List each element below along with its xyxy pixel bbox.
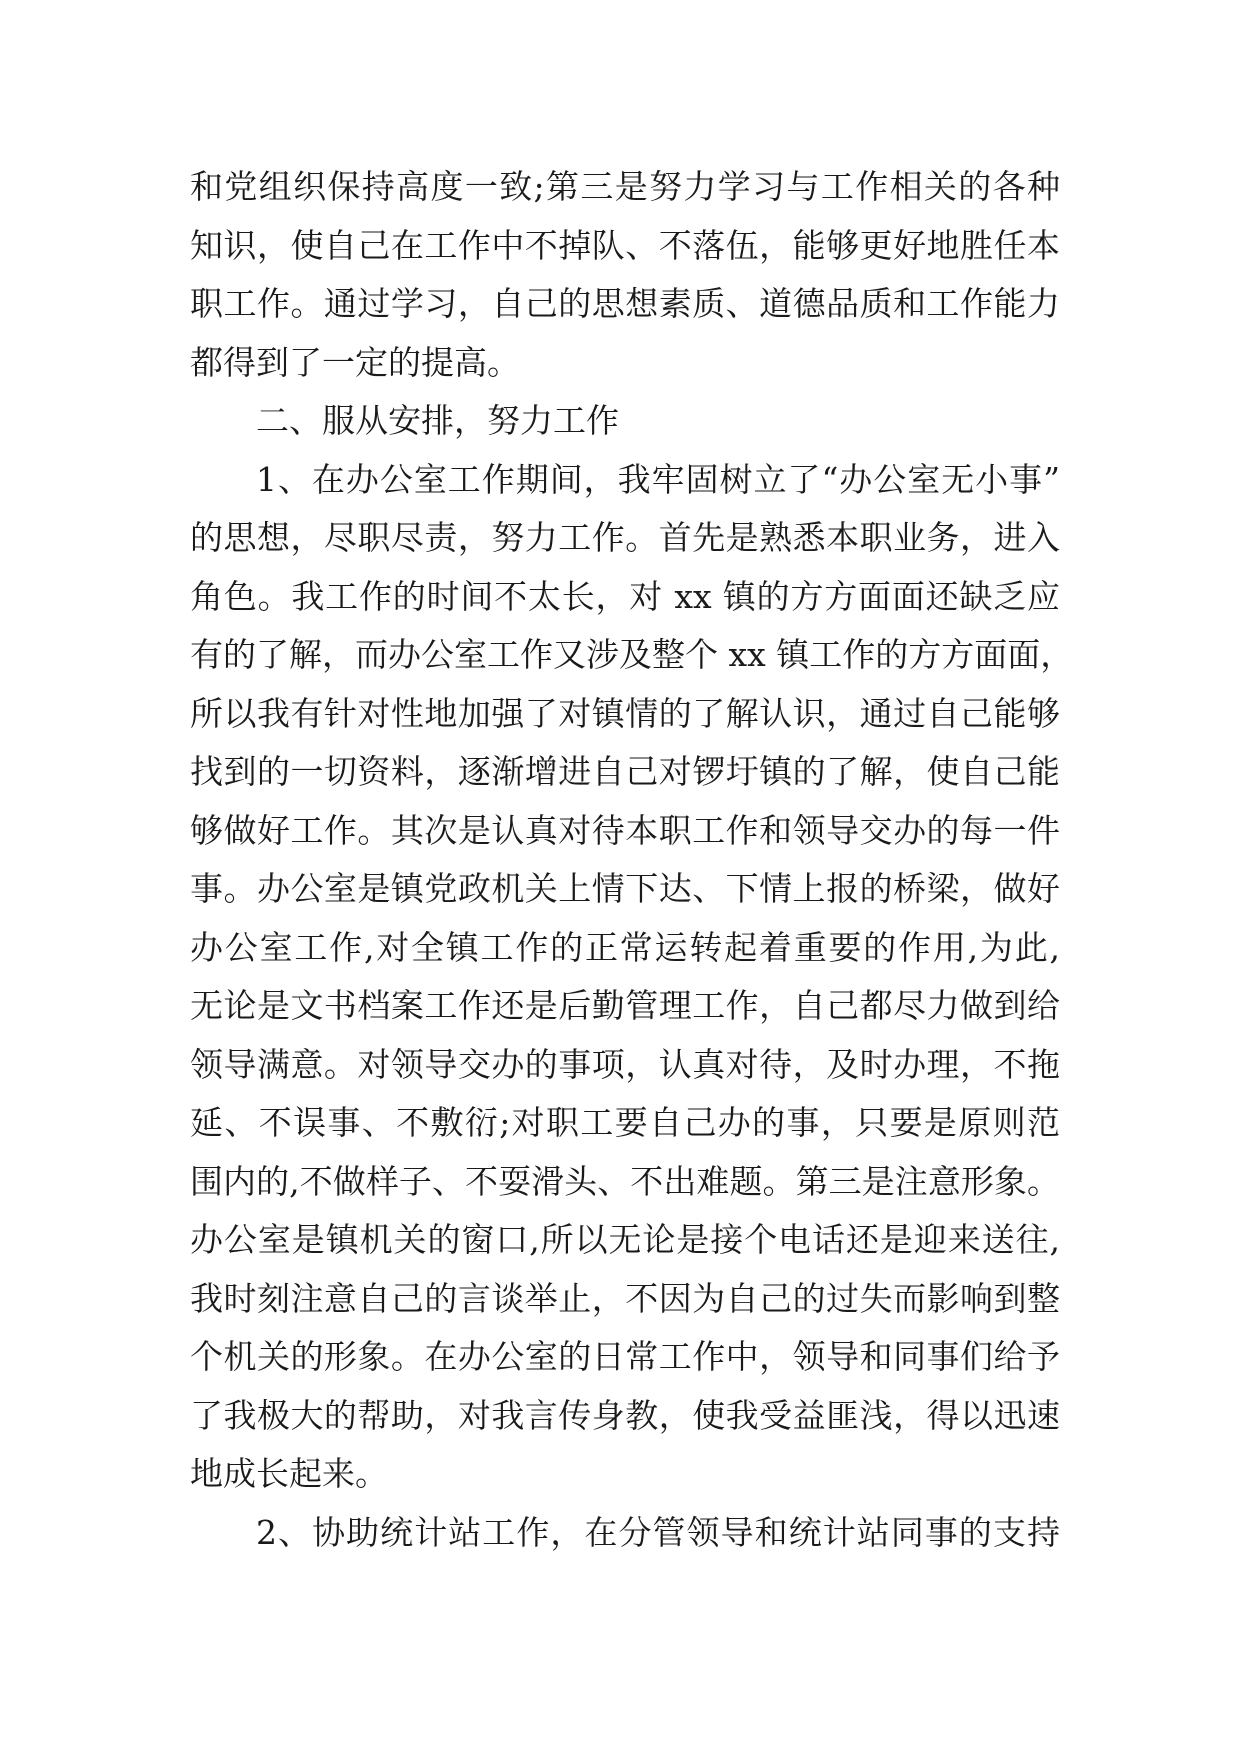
text-line: 事。办公室是镇党政机关上情下达、下情上报的桥梁，做好 (190, 869, 1060, 908)
text-line: 办公室是镇机关的窗口,所以无论是接个电话还是迎来送往, (190, 1220, 1060, 1259)
text-line: 的思想，尽职尽责，努力工作。首先是熟悉本职业务，进入 (190, 518, 1060, 557)
text-line: 延、不误事、不敷衍;对职工要自己办的事，只要是原则范 (190, 1103, 1060, 1142)
text-line: 1、在办公室工作期间，我牢固树立了“办公室无小事” (256, 459, 1060, 499)
text-line: 二、服从安排，努力工作 (256, 401, 619, 440)
text-line: 和党组织保持高度一致;第三是努力学习与工作相关的各种 (190, 167, 1060, 206)
paragraph (190, 158, 1060, 392)
text-line: 无论是文书档案工作还是后勤管理工作，自己都尽力做到给 (190, 986, 1060, 1025)
text-line: 个机关的形象。在办公室的日常工作中，领导和同事们给予 (190, 1337, 1060, 1376)
paragraph (190, 451, 1074, 1504)
section-heading (190, 392, 1060, 451)
text-line: 知识，使自己在工作中不掉队、不落伍，能够更好地胜任本 (190, 225, 1060, 265)
text-line: 领导满意。对领导交办的事项，认真对待，及时办理，不拖 (190, 1044, 1060, 1084)
paragraph (190, 1504, 1060, 1563)
document-body (190, 158, 1074, 1562)
text-line: 够做好工作。其次是认真对待本职工作和领导交办的每一件 (190, 810, 1060, 850)
text-line: 角色。我工作的时间不太长，对 xx 镇的方方面面还缺乏应 (190, 576, 1060, 616)
text-line: 都得到了一定的提高。 (190, 342, 520, 382)
text-line: 我时刻注意自己的言谈举止，不因为自己的过失而影响到整 (190, 1278, 1060, 1318)
text-line: 有的了解，而办公室工作又涉及整个 xx 镇工作的方方面面， (190, 635, 1074, 674)
text-line: 围内的,不做样子、不耍滑头、不出难题。第三是注意形象。 (190, 1161, 1060, 1201)
text-line: 办公室工作,对全镇工作的正常运转起着重要的作用,为此, (190, 927, 1060, 967)
text-line: 2、协助统计站工作，在分管领导和统计站同事的支持 (256, 1512, 1060, 1552)
text-line: 找到的一切资料，逐渐增进自己对锣圩镇的了解，使自己能 (190, 752, 1060, 791)
text-line: 了我极大的帮助，对我言传身教，使我受益匪浅，得以迅速 (190, 1395, 1060, 1435)
text-line: 地成长起来。 (190, 1454, 388, 1493)
text-line: 职工作。通过学习，自己的思想素质、道德品质和工作能力 (190, 284, 1060, 323)
text-line: 所以我有针对性地加强了对镇情的了解认识，通过自己能够 (190, 693, 1060, 733)
